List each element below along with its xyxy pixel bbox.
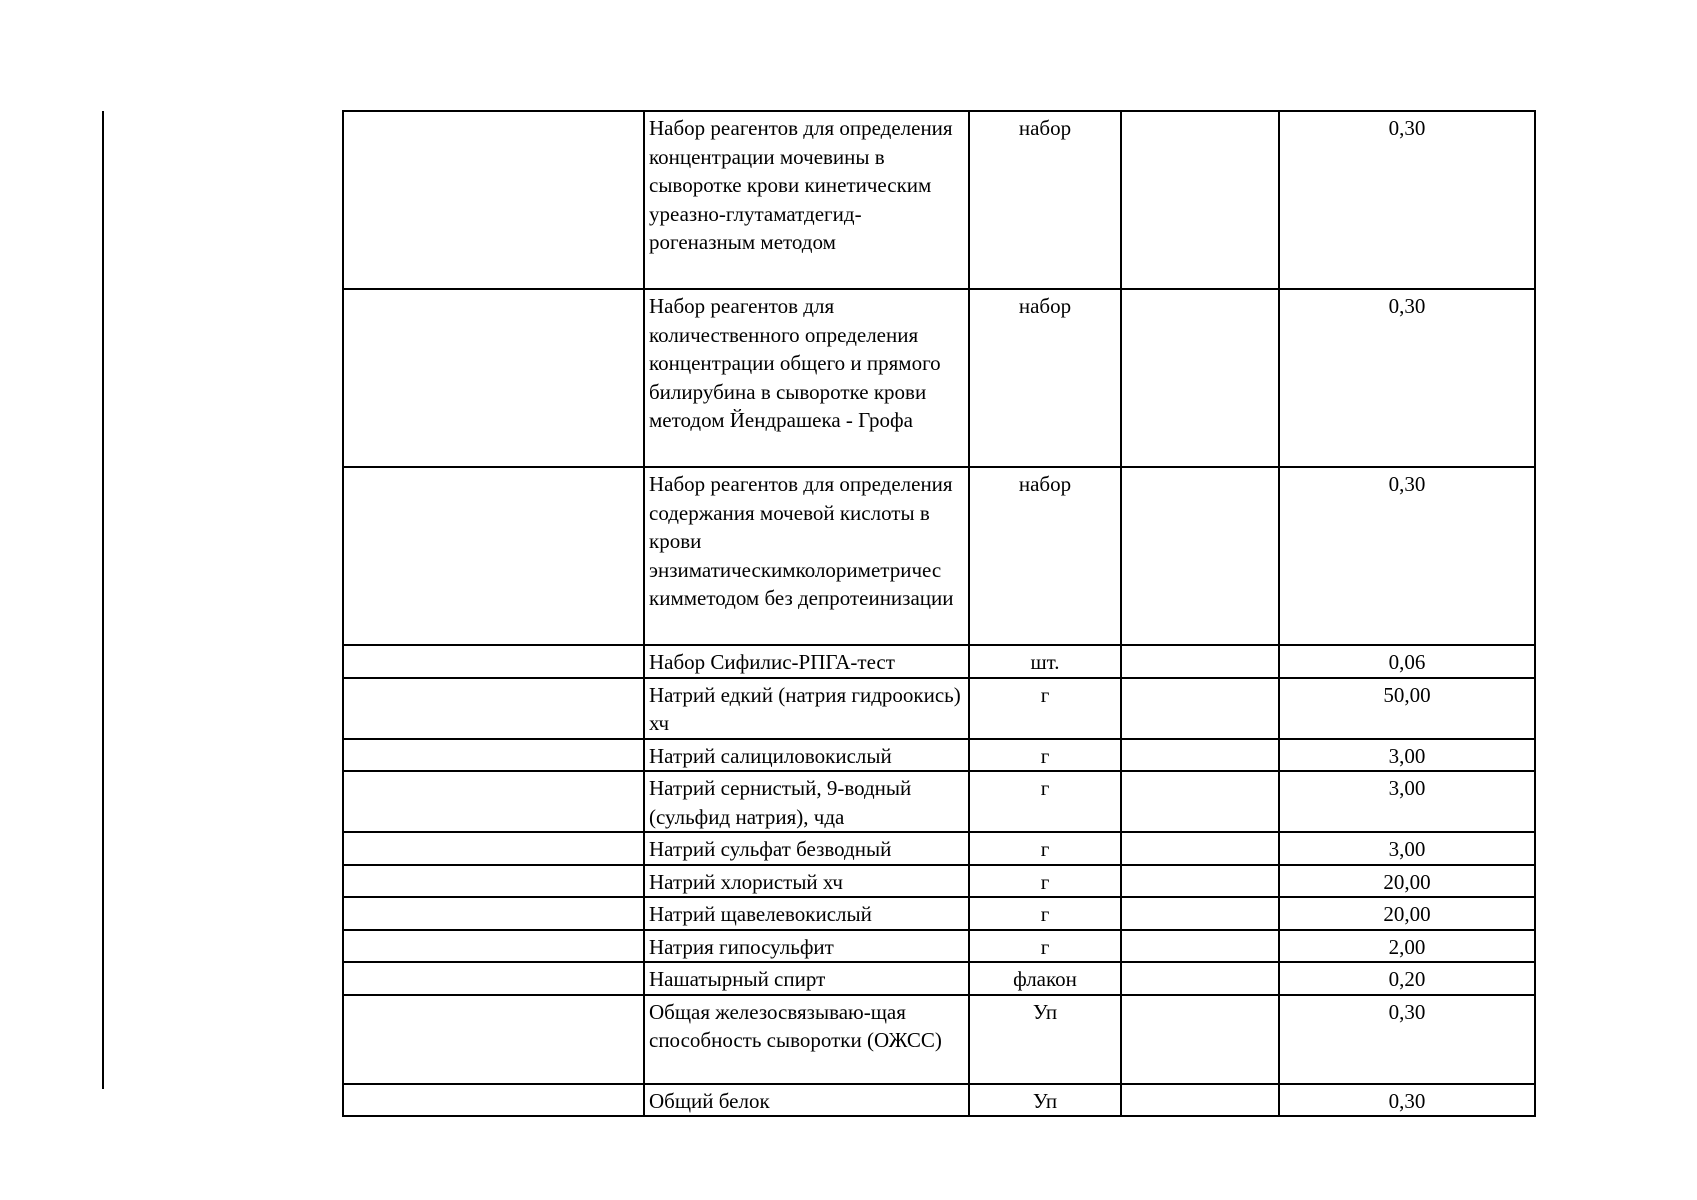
table-row [343,962,1535,995]
item-name-cell: Натрий салициловокислый [644,739,969,772]
code-cell [343,930,644,963]
item-name-cell: Общая железосвязываю-щая способность сыворотки (ОЖСС) [644,995,969,1084]
table-row [343,897,1535,930]
quantity-cell: 3,00 [1279,832,1535,865]
quantity-cell: 50,00 [1279,678,1535,739]
table-row [343,678,1535,739]
table-row [343,771,1535,832]
quantity-cell: 0,30 [1279,995,1535,1084]
empty-cell [1121,832,1279,865]
quantity-cell: 0,30 [1279,111,1535,289]
table-row [343,739,1535,772]
code-cell [343,962,644,995]
item-name-cell: Набор реагентов для определения концентрации мочевины в сыворотке крови кинетическим уреазно-глутаматдегид-рогеназным методом [644,111,969,289]
table-row [343,832,1535,865]
table-row [343,865,1535,898]
table-row [343,930,1535,963]
quantity-cell: 20,00 [1279,897,1535,930]
empty-cell [1121,962,1279,995]
empty-cell [1121,467,1279,645]
item-name-cell: Нашатырный спирт [644,962,969,995]
item-name-cell: Общий белок [644,1084,969,1117]
table-row [343,1084,1535,1117]
empty-cell [1121,865,1279,898]
code-cell [343,832,644,865]
empty-cell [1121,930,1279,963]
item-name-cell: Натрий едкий (натрия гидроокись) хч [644,678,969,739]
table-row [343,645,1535,678]
item-name-cell: Натрия гипосульфит [644,930,969,963]
item-name-cell: Набор реагентов для количественного определения концентрации общего и прямого билирубина в сыворотке крови методом Йендрашека - Грофа [644,289,969,467]
quantity-cell: 20,00 [1279,865,1535,898]
unit-cell: г [969,865,1121,898]
code-cell [343,897,644,930]
unit-cell: г [969,930,1121,963]
empty-cell [1121,645,1279,678]
code-cell [343,111,644,289]
code-cell [343,289,644,467]
unit-cell: набор [969,111,1121,289]
empty-cell [1121,289,1279,467]
item-name-cell: Натрий хлористый хч [644,865,969,898]
reagents-table [342,110,1536,1117]
empty-cell [1121,771,1279,832]
unit-cell: г [969,771,1121,832]
empty-cell [1121,111,1279,289]
quantity-cell: 0,30 [1279,289,1535,467]
item-name-cell: Натрий сульфат безводный [644,832,969,865]
table-row [343,111,1535,289]
code-cell [343,645,644,678]
quantity-cell: 3,00 [1279,771,1535,832]
unit-cell: флакон [969,962,1121,995]
unit-cell: набор [969,467,1121,645]
code-cell [343,739,644,772]
code-cell [343,467,644,645]
empty-cell [1121,678,1279,739]
empty-cell [1121,897,1279,930]
empty-cell [1121,995,1279,1084]
code-cell [343,678,644,739]
quantity-cell: 3,00 [1279,739,1535,772]
unit-cell: Уп [969,995,1121,1084]
unit-cell: шт. [969,645,1121,678]
code-cell [343,1084,644,1117]
unit-cell: г [969,739,1121,772]
table-row [343,467,1535,645]
item-name-cell: Набор реагентов для определения содержания мочевой кислоты в крови энзиматическимколориметричес кимметодом без депротеинизации [644,467,969,645]
unit-cell: г [969,897,1121,930]
item-name-cell: Набор Сифилис-РПГА-тест [644,645,969,678]
quantity-cell: 0,20 [1279,962,1535,995]
quantity-cell: 2,00 [1279,930,1535,963]
code-cell [343,995,644,1084]
quantity-cell: 0,06 [1279,645,1535,678]
code-cell [343,865,644,898]
table-row [343,995,1535,1084]
item-name-cell: Натрий сернистый, 9-водный (сульфид натрия), чда [644,771,969,832]
unit-cell: г [969,678,1121,739]
unit-cell: г [969,832,1121,865]
code-cell [343,771,644,832]
quantity-cell: 0,30 [1279,467,1535,645]
page-margin-line [102,111,104,1089]
table-row [343,289,1535,467]
empty-cell [1121,739,1279,772]
empty-cell [1121,1084,1279,1117]
item-name-cell: Натрий щавелевокислый [644,897,969,930]
unit-cell: Уп [969,1084,1121,1117]
unit-cell: набор [969,289,1121,467]
quantity-cell: 0,30 [1279,1084,1535,1117]
